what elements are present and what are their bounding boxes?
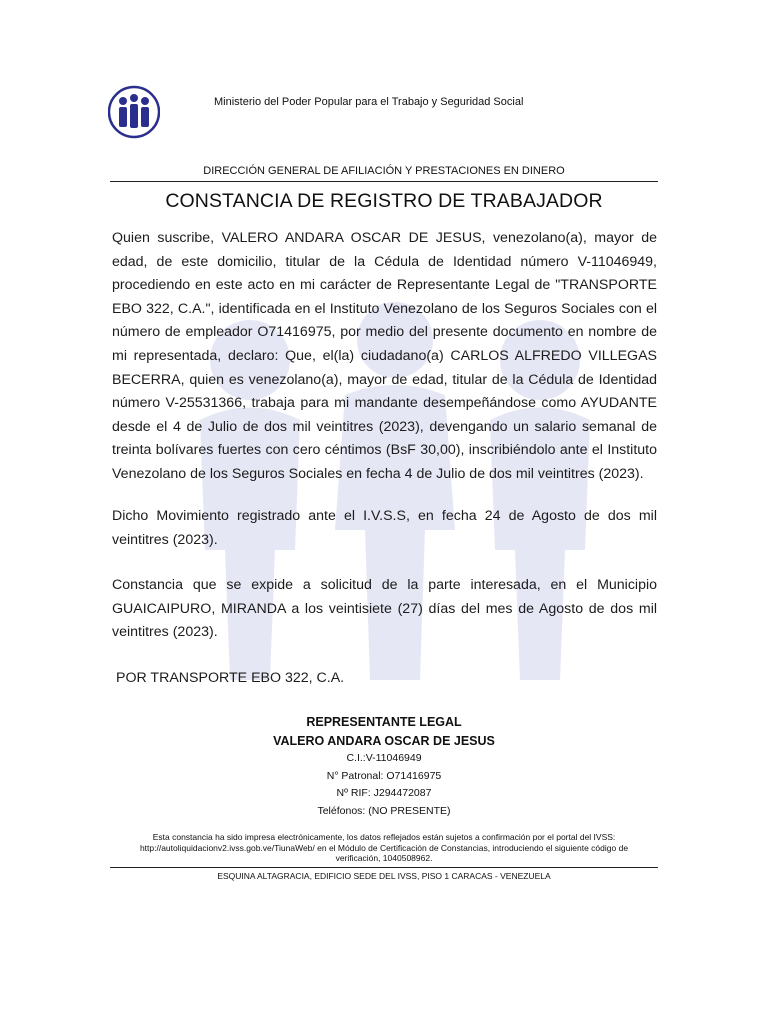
verification-note-line-2: http://autoliquidacionv2.ivss.gob.ve/TiunaWeb/ en el Módulo de Certificación de Constancias, introduciendo el siguiente código de bbox=[139, 842, 629, 853]
signature-patronal: N° Patronal: O71416975 bbox=[326, 770, 442, 782]
signature-title: REPRESENTANTE LEGAL bbox=[306, 715, 462, 729]
ministry-name: Ministerio del Poder Popular para el Trabajo y Seguridad Social bbox=[214, 96, 524, 108]
footer-divider bbox=[110, 867, 658, 868]
verification-note bbox=[128, 832, 640, 864]
signature-telefonos: Teléfonos: (NO PRESENTE) bbox=[317, 805, 451, 817]
body-paragraph-2: Dicho Movimiento registrado ante el I.V.S.S, en fecha 24 de Agosto de dos mil veintitres (2023). bbox=[112, 508, 657, 548]
verification-note-line-1: Esta constancia ha sido impresa electrónicamente, los datos reflejados están sujetos a confirmación por el portal del IVSS: bbox=[152, 832, 616, 842]
document-title: CONSTANCIA DE REGISTRO DE TRABAJADOR bbox=[165, 190, 603, 212]
company-signoff: POR TRANSPORTE EBO 322, C.A. bbox=[116, 670, 345, 686]
signature-name: VALERO ANDARA OSCAR DE JESUS bbox=[273, 734, 495, 748]
verification-note-line-3: verificación, 1040508962. bbox=[335, 853, 433, 863]
ivss-family-logo-icon bbox=[108, 84, 160, 140]
footer-address: ESQUINA ALTAGRACIA, EDIFICIO SEDE DEL IVSS, PISO 1 CARACAS - VENEZUELA bbox=[217, 871, 551, 881]
signature-rif: Nº RIF: J294472087 bbox=[336, 787, 432, 799]
signature-ci: C.I.:V-11046949 bbox=[346, 752, 422, 764]
body-paragraph-1: Quien suscribe, VALERO ANDARA OSCAR DE JESUS, venezolano(a), mayor de edad, de este domicilio, titular de la Cédula de Identidad número V-11046949, procediendo en este acto en mi carácter de Representante Legal de "TRANSPORTE EBO 322, C.A.", identificada en el Instituto Venezolano de los Seguros Sociales con el número de empleador O71416975, por medio del presente documento en nombre de mi representada, declaro: Que, el(la) ciudadano(a) CARLOS ALFREDO VILLEGAS BECERRA, quien es venezolano(a), mayor de edad, titular de la Cédula de Identidad número V-25531366, trabaja para mi mandante desempeñándose como AYUDANTE desde el 4 de Julio de dos mil veintitres (2023), devengando un salario semanal de treinta bolívares fuertes con cero céntimos (BsF 30,00), inscribiéndolo ante el Instituto Venezolano de los Seguros Sociales en fecha 4 de Julio de dos mil veintitres (2023). bbox=[112, 230, 657, 482]
direction-heading: DIRECCIÓN GENERAL DE AFILIACIÓN Y PRESTACIONES EN DINERO bbox=[203, 165, 565, 177]
body-paragraph-3: Constancia que se expide a solicitud de la parte interesada, en el Municipio GUAICAIPURO, MIRANDA a los veintisiete (27) días del mes de Agosto de dos mil veintitres (2023). bbox=[112, 577, 657, 641]
header-divider bbox=[110, 181, 658, 182]
